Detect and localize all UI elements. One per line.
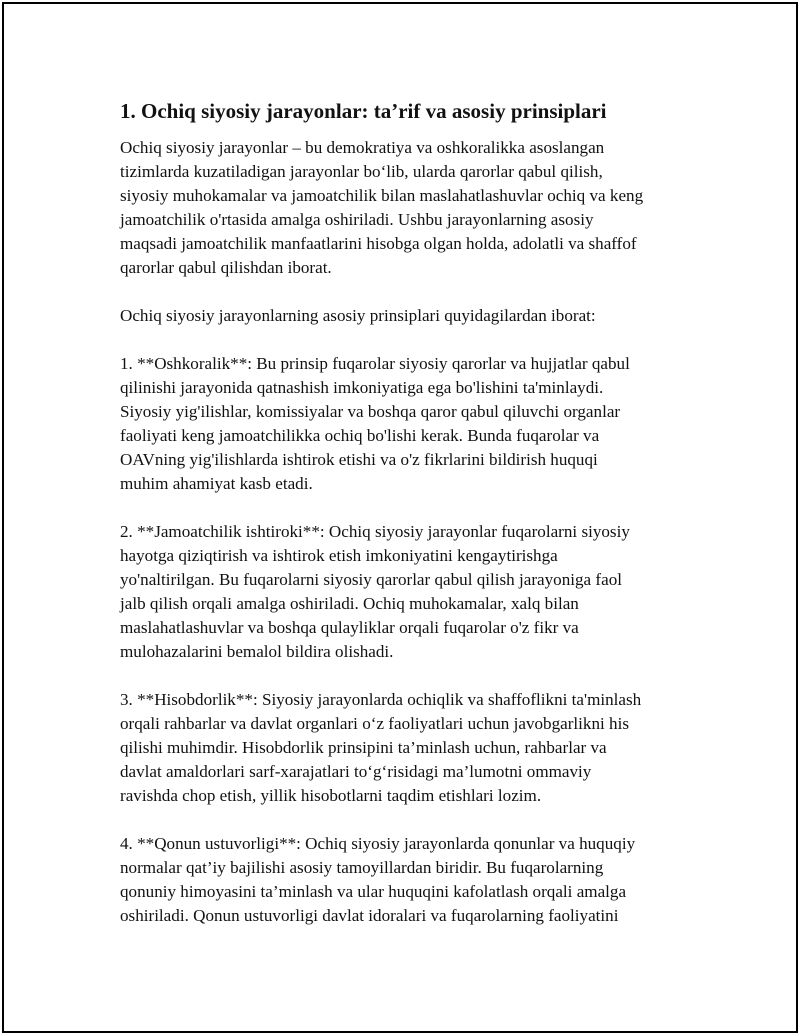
text-line: 4. **Qonun ustuvorligi**: Ochiq siyosiy jarayonlarda qonunlar va huquqiy [120,834,636,853]
text-line: hayotga qiziqtirish va ishtirok etish imkoniyatini kengaytirishga [120,546,558,565]
text-line: 2. **Jamoatchilik ishtiroki**: Ochiq siyosiy jarayonlar fuqarolarni siyosiy [120,522,630,541]
text-line: qilinishi jarayonida qatnashish imkoniyatiga ega bo'lishini ta'minlaydi. [120,378,604,397]
text-line: Ochiq siyosiy jarayonlar – bu demokratiya va oshkoralikka asoslangan [120,138,605,157]
text-line: jalb qilish orqali amalga oshiriladi. Ochiq muhokamalar, xalq bilan [120,594,579,613]
text-line: maqsadi jamoatchilik manfaatlarini hisobga olgan holda, adolatli va shaffof [120,234,637,253]
paragraph-6 [120,832,700,928]
text-line: muhim ahamiyat kasb etadi. [120,474,313,493]
text-line: jamoatchilik o'rtasida amalga oshiriladi. Ushbu jarayonlarning asosiy [120,210,594,229]
text-line: Ochiq siyosiy jarayonlarning asosiy prinsiplari quyidagilardan iborat: [120,306,596,325]
text-line: Siyosiy yig'ilishlar, komissiyalar va boshqa qaror qabul qiluvchi organlar [120,402,621,421]
text-line: 3. **Hisobdorlik**: Siyosiy jarayonlarda ochiqlik va shaffoflikni ta'minlash [120,690,642,709]
text-line: faoliyati keng jamoatchilikka ochiq bo'lishi kerak. Bunda fuqarolar va [120,426,600,445]
paragraph-list [120,136,700,928]
text-line: OAVning yig'ilishlarda ishtirok etishi va o'z fikrlarini bildirish huquqi [120,450,598,469]
section-heading: 1. Ochiq siyosiy jarayonlar: ta’rif va asosiy prinsiplari [120,99,607,123]
paragraph-3 [120,352,700,496]
text-line: orqali rahbarlar va davlat organlari o‘z faoliyatlari uchun javobgarlikni his [120,714,629,733]
text-line: maslahatlashuvlar va boshqa qulayliklar orqali fuqarolar o'z fikr va [120,618,579,637]
text-line: qilishi muhimdir. Hisobdorlik prinsipini ta’minlash uchun, rahbarlar va [120,738,607,757]
text-line: yo'naltirilgan. Bu fuqarolarni siyosiy qarorlar qabul qilish jarayoniga faol [120,570,622,589]
text-line: davlat amaldorlari sarf-xarajatlari to‘g‘risidagi ma’lumotni ommaviy [120,762,592,781]
text-line: normalar qat’iy bajilishi asosiy tamoyillardan biridir. Bu fuqarolarning [120,858,604,877]
text-line: oshiriladi. Qonun ustuvorligi davlat idoralari va fuqarolarning faoliyatini [120,906,619,925]
text-line: ravishda chop etish, yillik hisobotlarni taqdim etishlari lozim. [120,786,542,805]
text-line: siyosiy muhokamalar va jamoatchilik bilan maslahatlashuvlar ochiq va keng [120,186,644,205]
text-line: mulohazalarini bemalol bildira olishadi. [120,642,394,661]
text-line: tizimlarda kuzatiladigan jarayonlar bo‘lib, ularda qarorlar qabul qilish, [120,162,603,181]
paragraph-4 [120,520,700,664]
text-line: qarorlar qabul qilishdan iborat. [120,258,332,277]
page-frame [2,2,798,1033]
paragraph-2 [120,304,700,328]
document-body [120,98,700,952]
paragraph-1 [120,136,700,280]
text-line: 1. **Oshkoralik**: Bu prinsip fuqarolar siyosiy qarorlar va hujjatlar qabul [120,354,630,373]
text-line: qonuniy himoyasini ta’minlash va ular huquqini kafolatlash orqali amalga [120,882,627,901]
paragraph-5 [120,688,700,808]
